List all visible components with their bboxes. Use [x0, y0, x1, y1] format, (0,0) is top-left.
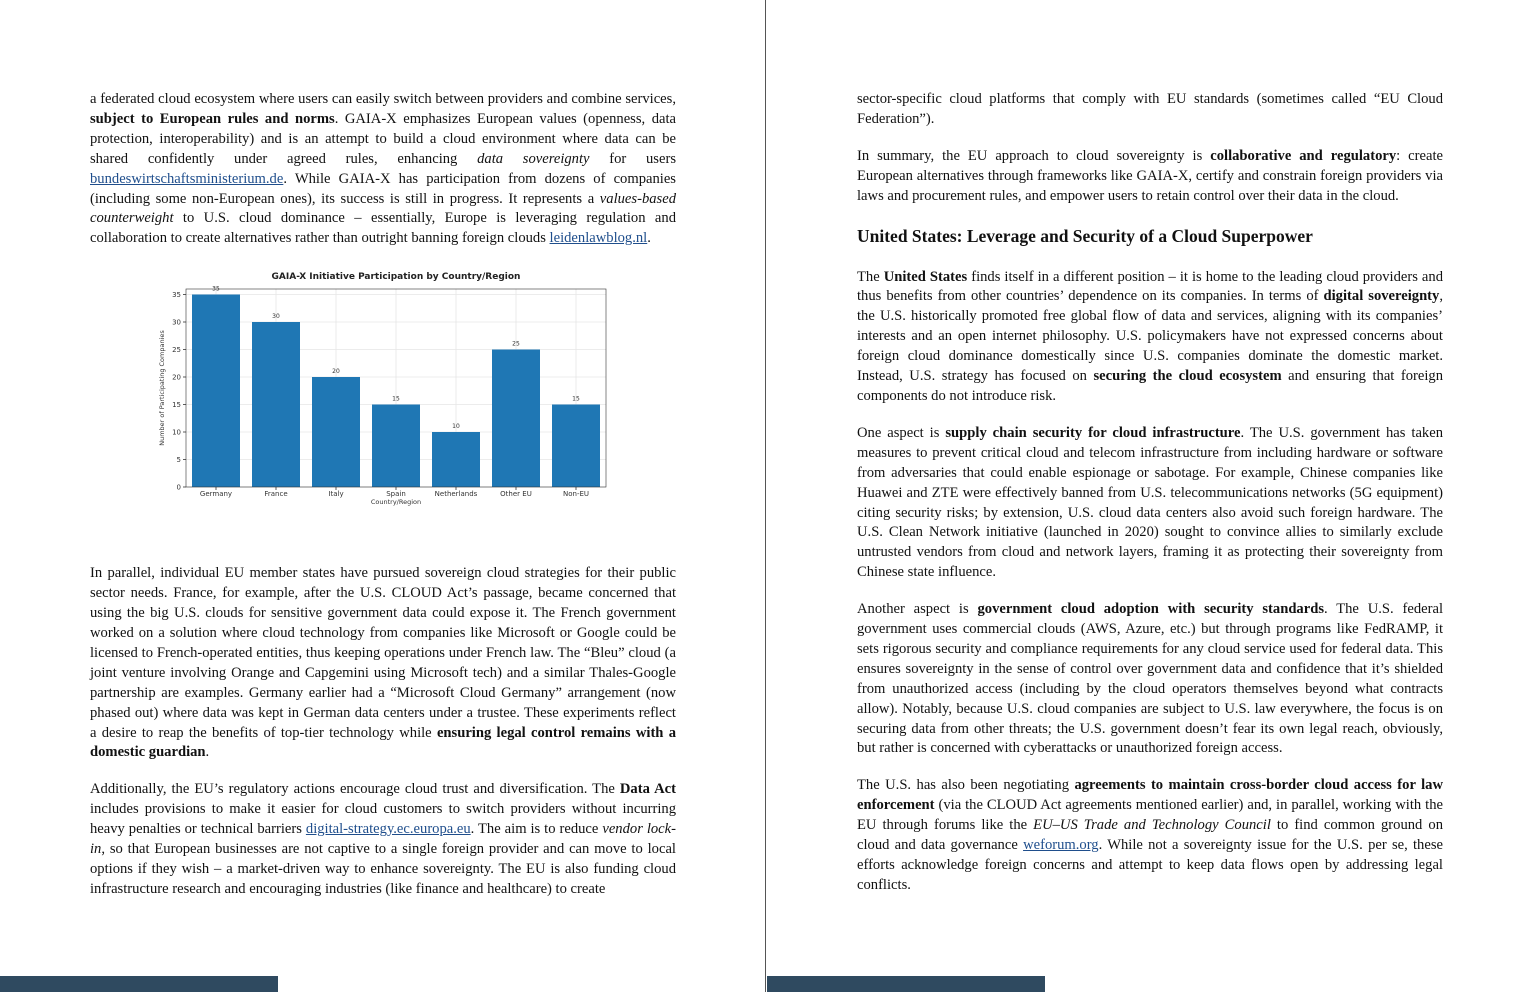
- document-page-left: [0, 0, 766, 992]
- x-tick-label: Italy: [328, 490, 344, 499]
- bar-italy: [312, 377, 360, 487]
- bar-value-label: 15: [572, 395, 580, 403]
- bold-text: agreements to maintain cross-border cloud access for law enforcement: [857, 777, 1444, 814]
- paragraph-member-states: [90, 564, 676, 763]
- y-tick-label: 5: [176, 456, 181, 465]
- text-run: includes provisions to make it easier for cloud customers to switch providers without incurring heavy penalties or technical barriers: [90, 801, 676, 838]
- bold-text: Data Act: [619, 781, 676, 798]
- section-heading: United States: Leverage and Security of a Cloud Superpower: [857, 225, 1313, 246]
- bold-text: United States: [883, 268, 968, 285]
- y-tick-label: 35: [172, 291, 181, 300]
- paragraph-gov-cloud: [857, 600, 1443, 759]
- text-run: a federated cloud ecosystem where users can easily switch between providers and combine services,: [90, 91, 676, 107]
- text-run: . The U.S. federal government uses commercial clouds (AWS, Azure, etc.) but through programs like FedRAMP, it sets rigorous security and compliance requirements for any cloud service used for federal data. This ensures sovereignty in the sense of control over government data and confidence that it’s shielded from unauthorized access (including by the cloud operators themselves beyond what contracts allow). Notably, because U.S. cloud companies are subject to U.S. law everywhere, the focus is on securing data from other threats; the U.S. government doesn’t fear its own legal reach, obviously, but rather is concerned with cyberattacks or unauthorized foreign access.: [857, 601, 1443, 757]
- bold-text: collaborative and regulatory: [1210, 147, 1397, 164]
- bar-value-label: 25: [512, 340, 520, 348]
- x-tick-label: France: [264, 490, 288, 499]
- text-run: and ensuring that foreign components do not introduce risk.: [857, 368, 1444, 404]
- text-run: . While not a sovereignty issue for the U.S. per se, these efforts acknowledge foreign concerns and attempt to keep data flows open by addressing legal conflicts.: [857, 837, 1443, 893]
- bold-text: supply chain security for cloud infrastructure: [945, 424, 1241, 441]
- text-run: .: [647, 230, 651, 247]
- bar-value-label: 30: [272, 313, 280, 321]
- text-run: , so that European businesses are not captive to a single foreign provider and can move to local options if they wish – a market-driven way to enhance sovereignty. The EU is also funding cloud infrastructure research and encouraging industries (like finance and healthcare) to create: [90, 841, 676, 897]
- chart-title: GAIA-X Initiative Participation by Country/Region: [271, 272, 521, 283]
- y-tick-label: 15: [172, 401, 181, 410]
- bar-france: [252, 322, 300, 487]
- bar-value-label: 35: [212, 285, 220, 293]
- y-tick-label: 30: [172, 318, 181, 327]
- text-run: for users: [589, 150, 677, 167]
- x-tick-label: Other EU: [500, 490, 532, 499]
- right-text-column: [857, 90, 1443, 913]
- bold-text: subject to European rules and norms: [90, 110, 335, 127]
- text-run: : create European alternatives through frameworks like GAIA-X, certify and constrain foreign providers via laws and procurement rules, and empower users to retain control over their data in the cloud.: [857, 147, 1443, 204]
- bar-non-eu: [552, 405, 600, 488]
- paragraph-data-act: [90, 780, 676, 899]
- y-tick-label: 20: [172, 373, 181, 382]
- x-axis-label: Country/Region: [370, 498, 422, 507]
- text-run: The U.S. has also been negotiating: [857, 777, 1075, 794]
- x-tick-label: Netherlands: [434, 490, 478, 499]
- gaia-x-bar-chart: [90, 266, 676, 546]
- bold-text: ensuring legal control remains with a domestic guardian: [90, 724, 676, 761]
- bold-text: digital sovereignty: [1323, 288, 1440, 305]
- text-run: to U.S. cloud dominance – essentially, Europe is leveraging regulation and collaboration to create alternatives rather than outright banning foreign clouds: [90, 210, 676, 247]
- text-run: Additionally, the EU’s regulatory actions encourage cloud trust and diversification. The: [90, 781, 620, 798]
- paragraph-cross-border: [857, 776, 1443, 895]
- italic-text: data sovereignty: [477, 150, 590, 167]
- text-run: , the U.S. historically promoted free global flow of data and services, aligning with its companies’ interests and an open internet philosophy. U.S. policymakers have not expressed concerns about foreign cloud dominance domestically since U.S. companies dominate the domestic market. Instead, U.S. strategy has focused on: [857, 288, 1443, 385]
- bold-text: securing the cloud ecosystem: [1093, 368, 1282, 385]
- page-footer-bar: [767, 976, 1045, 992]
- chart-svg: [90, 266, 676, 546]
- y-tick-label: 10: [172, 428, 181, 437]
- text-run: Another aspect is: [857, 601, 978, 618]
- text-run: . The U.S. government has taken measures to prevent critical cloud and telecom infrastructure from including hardware or software from adversaries that could enable espionage or sabotage. For example, Chinese companies like Huawei and ZTE were effectively banned from U.S. telecommunications networks (5G equipment) citing security risks; by extension, U.S. cloud data centers also avoid such foreign hardware. The U.S. Clean Network initiative (launched in 2020) sought to convince allies to similarly exclude untrusted vendors from cloud and network layers, framing it as protecting their sovereignty from Chinese state influence.: [857, 424, 1443, 581]
- source-link[interactable]: leidenlawblog.nl: [549, 230, 648, 247]
- bar-value-label: 15: [392, 395, 400, 403]
- paragraph-gaia-x: [90, 90, 676, 249]
- y-tick-label: 0: [176, 483, 181, 492]
- text-run: . GAIA-X emphasizes European values (openness, data protection, interoperability) and is an attempt to build a cloud environment where data can be shared confidently under agreed rules, enhancing: [90, 110, 676, 167]
- left-text-column: [90, 90, 676, 917]
- italic-text: values-based counterweight: [90, 190, 676, 227]
- document-page-right: [767, 0, 1534, 992]
- x-tick-label: Spain: [386, 490, 406, 499]
- text-run: sector-specific cloud platforms that comply with EU standards (sometimes called “EU Cloud Federation”).: [857, 91, 1443, 127]
- bar-germany: [192, 295, 240, 488]
- y-tick-label: 25: [172, 346, 181, 355]
- text-run: The: [857, 268, 884, 285]
- x-tick-label: Non-EU: [562, 490, 590, 499]
- page-footer-bar: [0, 976, 278, 992]
- text-run: In parallel, individual EU member states have pursued sovereign cloud strategies for their public sector needs. France, for example, after the U.S. CLOUD Act’s passage, became concerned that using the big U.S. clouds for sensitive government data could expose it. The French government worked on a solution where cloud technology from companies like Microsoft or Google could be licensed to French-operated entities, thus keeping operations under French law. The “Bleu” cloud (a joint venture involving Orange and Capgemini using Microsoft tech) and a similar Thales-Google partnership are examples. Germany earlier had a “Microsoft Cloud Germany” arrangement (now phased out) where data was kept in German data centers under a trustee. These experiments reflect a desire to reap the benefits of top-tier technology while: [90, 565, 676, 741]
- text-run: . While GAIA-X has participation from dozens of companies (including some non-European ones), its success is still in progress. It represents a: [90, 170, 676, 207]
- text-run: One aspect is: [857, 424, 946, 441]
- y-axis-label: Number of Participating Companies: [158, 330, 166, 447]
- text-run: to find common ground on cloud and data governance: [857, 817, 1443, 854]
- bar-value-label: 20: [332, 368, 340, 376]
- paragraph-eu-summary: [857, 147, 1443, 207]
- bold-text: government cloud adoption with security standards: [977, 601, 1325, 618]
- bar-netherlands: [432, 432, 480, 487]
- text-run: In summary, the EU approach to cloud sovereignty is: [857, 147, 1211, 164]
- x-tick-label: Germany: [199, 490, 233, 499]
- paragraph-eu-cloud-federation: [857, 90, 1443, 130]
- bar-other-eu: [492, 350, 540, 488]
- text-run: . The aim is to reduce: [470, 821, 603, 838]
- italic-text: vendor lock-in: [90, 821, 676, 858]
- bar-value-label: 10: [452, 423, 460, 431]
- italic-text: EU–US Trade and Technology Council: [1033, 817, 1271, 834]
- bar-spain: [372, 405, 420, 488]
- text-run: .: [205, 744, 210, 761]
- text-run: finds itself in a different position – it is home to the leading cloud providers and thus benefits from other countries’ dependence on its companies. In terms of: [857, 268, 1444, 305]
- paragraph-supply-chain: [857, 424, 1443, 583]
- source-link[interactable]: digital-strategy.ec.europa.eu: [305, 821, 471, 838]
- paragraph-us-position: [857, 268, 1443, 407]
- text-run: (via the CLOUD Act agreements mentioned earlier) and, in parallel, working with the EU through forums like the: [857, 797, 1443, 834]
- source-link[interactable]: weforum.org: [1023, 837, 1099, 854]
- source-link[interactable]: bundeswirtschaftsministerium.de: [90, 170, 284, 187]
